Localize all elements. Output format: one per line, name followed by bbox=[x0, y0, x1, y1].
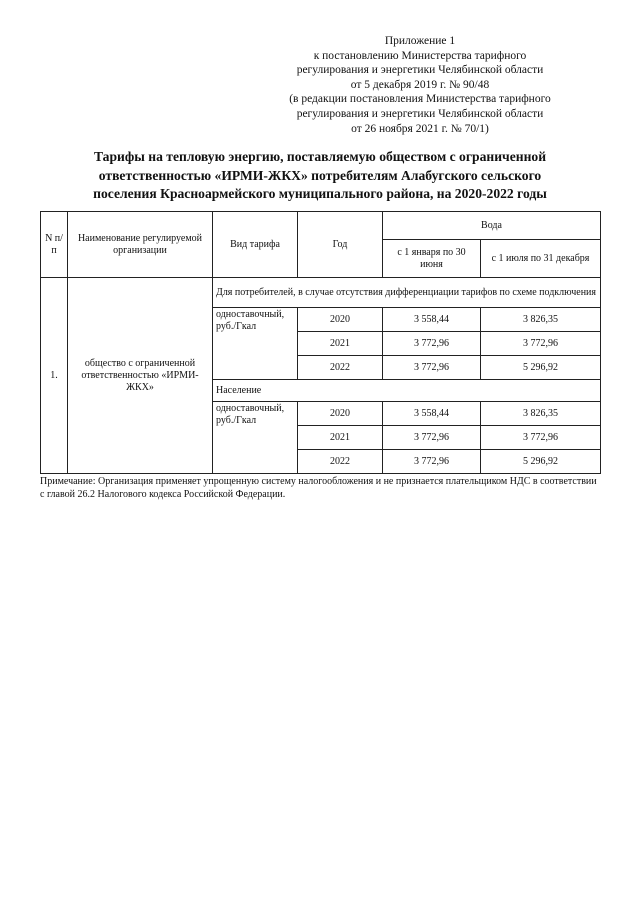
year-cell: 2020 bbox=[298, 308, 383, 332]
header-tariff-type: Вид тарифа bbox=[213, 212, 298, 278]
header-period-second-half: с 1 июля по 31 декабря bbox=[481, 240, 601, 278]
appendix-line: от 5 декабря 2019 г. № 90/48 bbox=[350, 78, 490, 91]
row-number: 1. bbox=[41, 278, 68, 474]
appendix-line: регулирования и энергетики Челябинской области bbox=[296, 64, 544, 77]
appendix-line: к постановлению Министерства тарифного bbox=[313, 49, 527, 62]
year-cell: 2021 bbox=[298, 332, 383, 356]
value-first-half: 3 772,96 bbox=[383, 332, 481, 356]
header-water: Вода bbox=[383, 212, 601, 240]
year-cell: 2022 bbox=[298, 356, 383, 380]
value-second-half: 3 772,96 bbox=[481, 426, 601, 450]
year-cell: 2020 bbox=[298, 402, 383, 426]
value-second-half: 5 296,92 bbox=[481, 356, 601, 380]
group-label: Для потребителей, в случае отсутствия дифференциации тарифов по схеме подключения bbox=[213, 278, 601, 308]
title-line: ответственностью «ИРМИ-ЖКХ» потребителям Алабугского сельского bbox=[98, 167, 542, 183]
appendix-header bbox=[270, 34, 570, 136]
value-first-half: 3 772,96 bbox=[383, 426, 481, 450]
header-period-first-half: с 1 января по 30 июня bbox=[383, 240, 481, 278]
year-cell: 2022 bbox=[298, 450, 383, 474]
value-first-half: 3 772,96 bbox=[383, 450, 481, 474]
title-line: поселения Красноармейского муниципального района, на 2020-2022 годы bbox=[93, 186, 547, 201]
value-first-half: 3 558,44 bbox=[383, 308, 481, 332]
title-line: Тарифы на тепловую энергию, поставляемую обществом с ограниченной bbox=[93, 149, 547, 164]
tariff-type-cell: одноставочный, руб./Гкал bbox=[213, 308, 298, 380]
document-title bbox=[40, 148, 600, 204]
tariff-table bbox=[40, 211, 601, 474]
footnote: Примечание: Организация применяет упрощенную систему налогообложения и не признается плательщиком НДС в соответствии с главой 26.2 Налогового кодекса Российской Федерации. bbox=[40, 476, 597, 500]
organization-name: общество с ограниченной ответственностью «ИРМИ-ЖКХ» bbox=[68, 278, 213, 474]
header-number: N п/п bbox=[41, 212, 68, 278]
header-organization: Наименование регулируемой организации bbox=[68, 212, 213, 278]
value-second-half: 3 826,35 bbox=[481, 308, 601, 332]
tariff-type-cell: одноставочный, руб./Гкал bbox=[213, 402, 298, 474]
header-year: Год bbox=[298, 212, 383, 278]
group-label: Население bbox=[213, 380, 601, 402]
value-second-half: 5 296,92 bbox=[481, 450, 601, 474]
value-second-half: 3 772,96 bbox=[481, 332, 601, 356]
value-second-half: 3 826,35 bbox=[481, 402, 601, 426]
year-cell: 2021 bbox=[298, 426, 383, 450]
appendix-line: (в редакции постановления Министерства тарифного bbox=[289, 93, 551, 106]
appendix-line: от 26 ноября 2021 г. № 70/1) bbox=[351, 122, 489, 135]
appendix-line: Приложение 1 bbox=[384, 35, 456, 47]
value-first-half: 3 772,96 bbox=[383, 356, 481, 380]
value-first-half: 3 558,44 bbox=[383, 402, 481, 426]
appendix-line: регулирования и энергетики Челябинской области bbox=[296, 107, 544, 120]
